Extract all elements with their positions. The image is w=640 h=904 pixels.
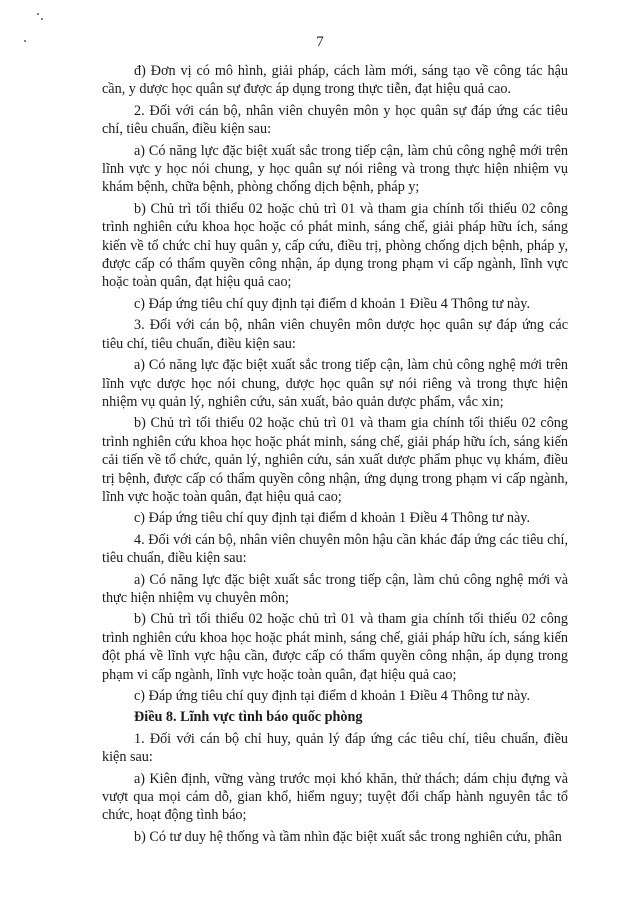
scan-speck <box>37 13 39 15</box>
paragraph: b) Chủ trì tối thiểu 02 hoặc chủ trì 01 và tham gia chính tối thiểu 02 công trình nghiên cứu khoa học hoặc có phát minh, sáng chế, giải pháp hữu ích, sáng kiến về tổ chức chỉ huy quân y, cấp cứu, điều trị, phòng chống dịch bệnh, pháp y, được cấp có thẩm quyền công nhận, áp dụng trong phạm vi cấp ngành, lĩnh vực hoặc toàn quân, đạt hiệu quả cao; <box>102 200 568 291</box>
paragraph: a) Có năng lực đặc biệt xuất sắc trong tiếp cận, làm chủ công nghệ mới trên lĩnh vực y học nói chung, y học quân sự nói riêng và trong thực hiện nhiệm vụ khám bệnh, chữa bệnh, phòng chống dịch bệnh, pháp y; <box>102 142 568 196</box>
paragraph: b) Có tư duy hệ thống và tầm nhìn đặc biệt xuất sắc trong nghiên cứu, phân <box>134 828 562 845</box>
section-heading: Điều 8. Lĩnh vực tình báo quốc phòng <box>134 709 363 726</box>
paragraph: c) Đáp ứng tiêu chí quy định tại điểm d khoản 1 Điều 4 Thông tư này. <box>134 295 531 312</box>
paragraph: c) Đáp ứng tiêu chí quy định tại điểm d khoản 1 Điều 4 Thông tư này. <box>134 688 531 704</box>
scan-speck <box>41 18 43 20</box>
paragraph: 1. Đối với cán bộ chỉ huy, quản lý đáp ứng các tiêu chí, tiêu chuẩn, điều kiện sau: <box>102 730 568 766</box>
paragraph: b) Chủ trì tối thiểu 02 hoặc chủ trì 01 và tham gia chính tối thiểu 02 công trình nghiên cứu khoa học hoặc phát minh, sáng chế, giải pháp hữu ích, sáng kiến cải tiến về tổ chức, quản lý, nghiên cứu, sản xuất dược phẩm phục vụ khám, điều trị bệnh, được cấp có thẩm quyền công nhận, ứng dụng trong phạm vi cấp ngành, lĩnh vực hoặc toàn quân, đạt hiệu quả cao; <box>102 415 568 505</box>
paragraph: 4. Đối với cán bộ, nhân viên chuyên môn hậu cần khác đáp ứng các tiêu chí, tiêu chuẩn, điều kiện sau: <box>102 531 568 567</box>
paragraph: c) Đáp ứng tiêu chí quy định tại điểm d khoản 1 Điều 4 Thông tư này. <box>134 510 531 527</box>
paragraph: 2. Đối với cán bộ, nhân viên chuyên môn y học quân sự đáp ứng các tiêu chí, tiêu chuẩn, điều kiện sau: <box>102 102 568 138</box>
document-body <box>102 62 568 849</box>
paragraph: a) Có năng lực đặc biệt xuất sắc trong tiếp cận, làm chủ công nghệ mới trên lĩnh vực dược học nói chung, dược học quân sự nói riêng và trong thực hiện nhiệm vụ quản lý, nghiên cứu, sản xuất, bảo quản dược phẩm, vắc xin; <box>102 357 568 410</box>
page-number: 7 <box>316 34 324 50</box>
paragraph: đ) Đơn vị có mô hình, giải pháp, cách làm mới, sáng tạo về công tác hậu cần, y dược học quân sự được áp dụng trong thực tiễn, đạt hiệu quả cao. <box>102 63 568 98</box>
paragraph: a) Kiên định, vững vàng trước mọi khó khăn, thử thách; dám chịu đựng và vượt qua mọi cám dỗ, gian khổ, hiểm nguy; tuyệt đối chấp hành nguyên tắc tổ chức, hoạt động tình báo; <box>102 770 568 824</box>
paragraph: b) Chủ trì tối thiểu 02 hoặc chủ trì 01 và tham gia chính tối thiểu 02 công trình nghiên cứu khoa học hoặc phát minh, sáng chế, giải pháp hữu ích, sáng kiến đột phá về lĩnh vực hậu cần, được cấp có thẩm quyền công nhận, áp dụng trong phạm vi cấp ngành, lĩnh vực hoặc toàn quân, đạt hiệu quả cao; <box>102 611 568 683</box>
paragraph: a) Có năng lực đặc biệt xuất sắc trong tiếp cận, làm chủ công nghệ mới và thực hiện nhiệm vụ chuyên môn; <box>102 571 568 606</box>
paragraph: 3. Đối với cán bộ, nhân viên chuyên môn dược học quân sự đáp ứng các tiêu chí, tiêu chuẩn, điều kiện sau: <box>102 317 568 352</box>
